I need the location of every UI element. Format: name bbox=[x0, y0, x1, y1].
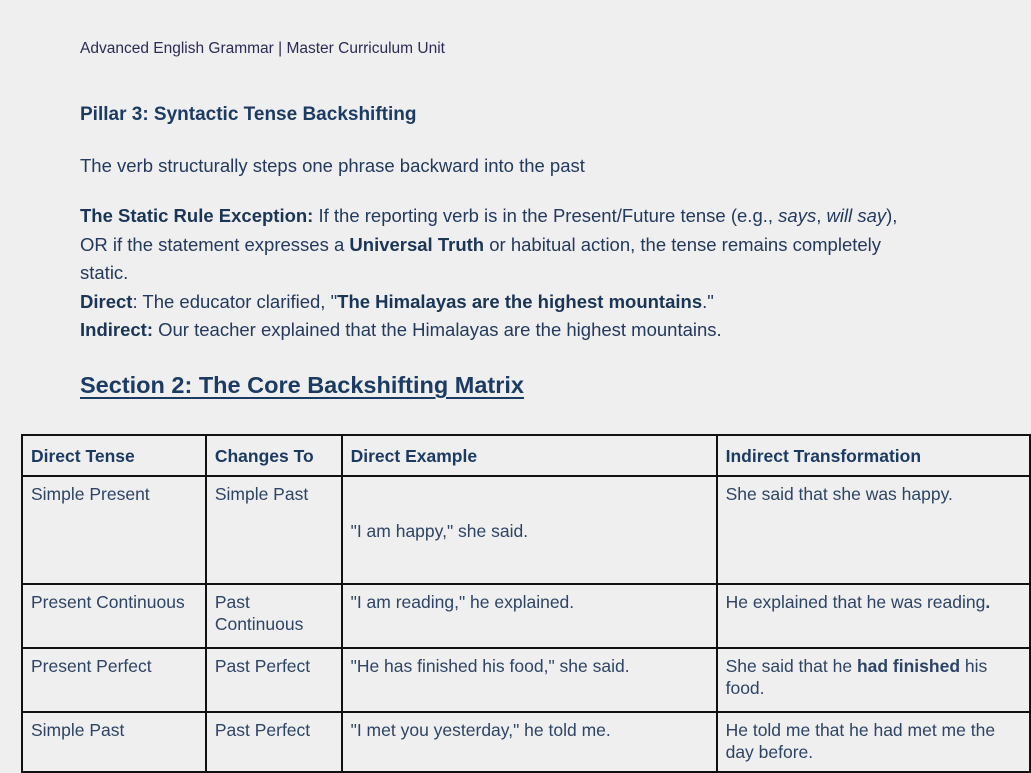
cell-direct-example: "He has finished his food," she said. bbox=[342, 648, 717, 712]
cell-direct-example: "I met you yesterday," he told me. bbox=[342, 712, 717, 772]
direct-text-2: ." bbox=[702, 290, 714, 312]
indirect-example-line bbox=[80, 316, 920, 345]
cell-changes-to: Past Continuous bbox=[206, 584, 342, 648]
rule-text-3: or habitual action, the tense remains completely static. bbox=[80, 233, 882, 283]
indirect-pre: He explained that he was reading bbox=[725, 592, 986, 612]
direct-example-line bbox=[80, 288, 920, 317]
cell-direct-tense: Present Continuous bbox=[22, 584, 206, 648]
universal-truth: Universal Truth bbox=[349, 233, 485, 255]
table-row bbox=[22, 584, 1030, 648]
direct-text-1: : The educator clarified, " bbox=[132, 290, 338, 312]
indirect-bold: . bbox=[985, 592, 991, 612]
cell-indirect: He told me that he had met me the day before. bbox=[717, 712, 1030, 772]
cell-indirect bbox=[717, 648, 1030, 712]
table-row bbox=[22, 648, 1030, 712]
indirect-label: Indirect: bbox=[80, 319, 153, 340]
example-will-say: will say bbox=[826, 205, 887, 226]
table-row bbox=[22, 712, 1030, 772]
indirect-text: Our teacher explained that the Himalayas are the highest mountains. bbox=[152, 319, 722, 340]
backshifting-matrix-table bbox=[21, 434, 1031, 773]
header-indirect-transformation: Indirect Transformation bbox=[717, 435, 1030, 476]
indirect-bold: had finished bbox=[856, 656, 961, 676]
rule-separator: , bbox=[816, 205, 827, 226]
section-title: Section 2: The Core Backshifting Matrix bbox=[80, 372, 524, 398]
indirect-pre: She said that he bbox=[725, 656, 857, 676]
table-header-row bbox=[22, 435, 1030, 476]
pillar-description: The verb structurally steps one phrase backward into the past bbox=[80, 155, 585, 176]
page-header: Advanced English Grammar | Master Curriculum Unit bbox=[80, 40, 445, 57]
cell-changes-to: Simple Past bbox=[206, 476, 342, 584]
rule-paragraph bbox=[80, 202, 920, 288]
static-rule-block bbox=[80, 202, 920, 345]
direct-label: Direct bbox=[80, 290, 133, 312]
cell-direct-tense: Simple Present bbox=[22, 476, 206, 584]
rule-label: The Static Rule Exception: bbox=[80, 205, 314, 226]
indirect-post: his food. bbox=[725, 656, 988, 698]
cell-changes-to: Past Perfect bbox=[206, 648, 342, 712]
example-says: says bbox=[778, 205, 817, 226]
header-direct-example: Direct Example bbox=[342, 435, 717, 476]
cell-changes-to: Past Perfect bbox=[206, 712, 342, 772]
cell-direct-tense: Simple Past bbox=[22, 712, 206, 772]
header-direct-tense: Direct Tense bbox=[22, 435, 206, 476]
cell-indirect bbox=[717, 584, 1030, 648]
header-changes-to: Changes To bbox=[206, 435, 342, 476]
direct-quote: The Himalayas are the highest mountains bbox=[337, 290, 703, 312]
cell-direct-example: "I am happy," she said. bbox=[342, 476, 717, 584]
rule-text-1: If the reporting verb is in the Present/Future tense (e.g., bbox=[313, 205, 779, 226]
cell-direct-example: "I am reading," he explained. bbox=[342, 584, 717, 648]
rule-text-2: ), OR if the statement expresses a bbox=[80, 205, 898, 255]
cell-indirect: She said that she was happy. bbox=[717, 476, 1030, 584]
cell-direct-tense: Present Perfect bbox=[22, 648, 206, 712]
pillar-title: Pillar 3: Syntactic Tense Backshifting bbox=[80, 104, 417, 125]
table-row bbox=[22, 476, 1030, 584]
